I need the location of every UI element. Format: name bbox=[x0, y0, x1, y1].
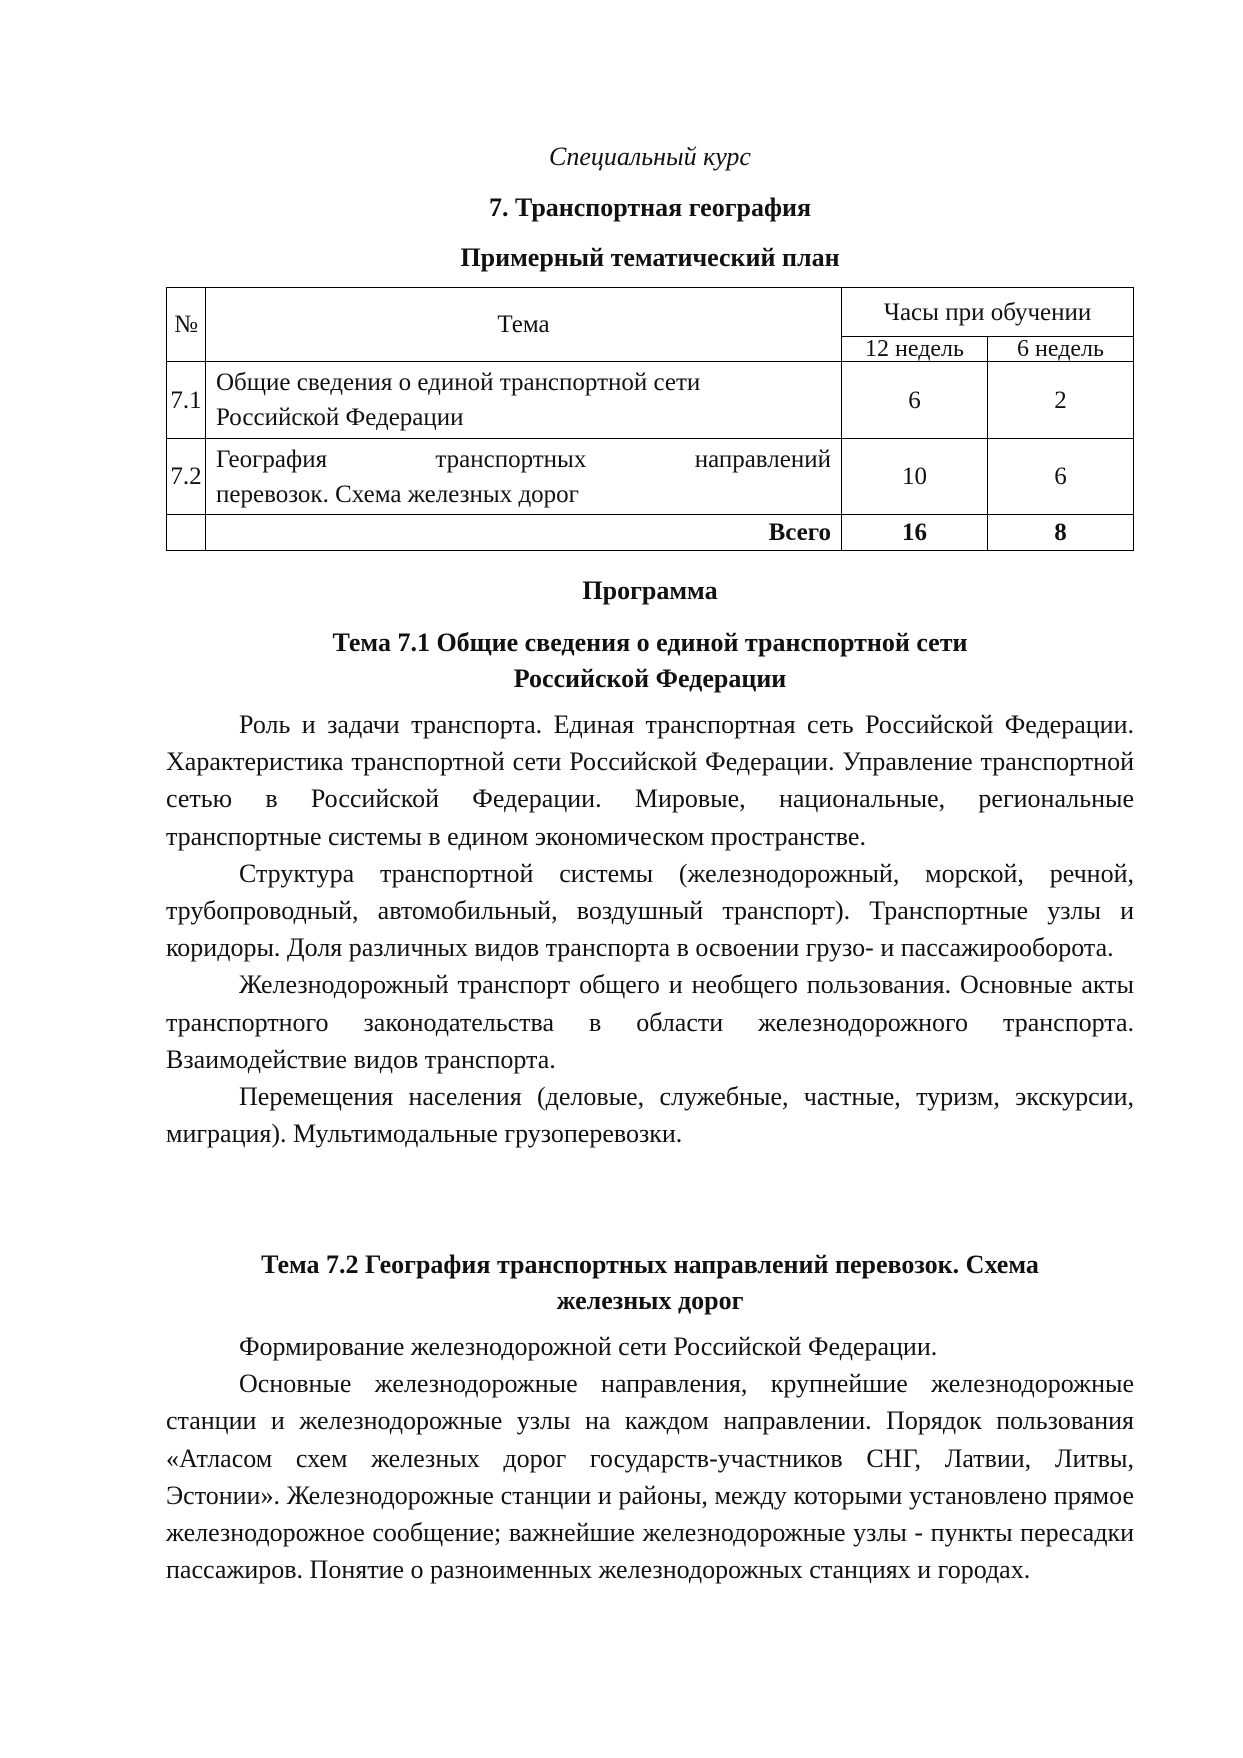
paragraph: Формирование железнодорожной сети Российской Федерации. bbox=[239, 1332, 938, 1361]
topic-word: направлений bbox=[694, 445, 831, 473]
paragraph: Основные железнодорожные направления, крупнейшие железнодорожные станции и железнодорожные узлы на каждом направлении. Порядок пользования «Атласом схем железных дорог государств-участников СНГ, Латвии, Литвы, Эстонии». Железнодорожные станции и районы, между которыми установлено прямое железнодорожное сообщение; важнейшие железнодорожные узлы - пункты пересадки пассажиров. Понятие о разноименных железнодорожных станциях и городах. bbox=[166, 1369, 1134, 1585]
paragraph: Перемещения населения (деловые, служебные, частные, туризм, экскурсии, миграция). Мультимодальные грузоперевозки. bbox=[166, 1082, 1134, 1149]
table-header-row bbox=[167, 288, 1134, 337]
paragraph: Железнодорожный транспорт общего и необщего пользования. Основные акты транспортного законодательства в области железнодорожного транспорта. Взаимодействие видов транспорта. bbox=[166, 970, 1134, 1074]
row-topic bbox=[206, 439, 842, 515]
total-hours-12: 16 bbox=[842, 515, 988, 551]
topic-word: География bbox=[216, 445, 328, 473]
row-topic-line1 bbox=[216, 442, 831, 477]
section-title-7-2 bbox=[166, 1247, 1134, 1319]
row-num: 7.2 bbox=[167, 439, 206, 515]
row-num: 7.1 bbox=[167, 362, 206, 439]
header-hours: Часы при обучении bbox=[842, 288, 1134, 337]
plan-title: Примерный тематический план bbox=[460, 243, 840, 272]
total-num-empty bbox=[167, 515, 206, 551]
paragraph: Роль и задачи транспорта. Единая транспортная сеть Российской Федерации. Характеристика транспортной сети Российской Федерации. Управление транспортной сетью в Российской Федерации. Мировые, национальные, региональные транспортные системы в едином экономическом пространстве. bbox=[166, 710, 1134, 851]
table-total-row bbox=[167, 515, 1134, 551]
table-row bbox=[167, 439, 1134, 515]
section-title-line1: Тема 7.1 Общие сведения о единой транспортной сети bbox=[332, 628, 968, 657]
section-title-line2: железных дорог bbox=[556, 1286, 744, 1315]
row-hours-6: 2 bbox=[988, 362, 1134, 439]
row-hours-6: 6 bbox=[988, 439, 1134, 515]
table-row bbox=[167, 362, 1134, 439]
section-title-line2: Российской Федерации bbox=[513, 664, 787, 693]
row-hours-12: 6 bbox=[842, 362, 988, 439]
header-6-weeks: 6 недель bbox=[988, 337, 1134, 362]
thematic-plan-table bbox=[166, 287, 1134, 551]
row-hours-12: 10 bbox=[842, 439, 988, 515]
topic-word: транспортных bbox=[435, 445, 587, 473]
section-body-7-1 bbox=[166, 706, 1134, 1152]
row-topic-line1: Общие сведения о единой транспортной сети bbox=[216, 369, 701, 396]
header-num: № bbox=[167, 288, 206, 362]
row-topic bbox=[206, 362, 842, 439]
row-topic-line2: перевозок. Схема железных дорог bbox=[216, 480, 579, 508]
section-title-7-1 bbox=[166, 625, 1134, 697]
total-hours-6: 8 bbox=[988, 515, 1134, 551]
program-heading: Программа bbox=[582, 576, 718, 605]
course-title: 7. Транспортная география bbox=[488, 193, 812, 222]
section-body-7-2 bbox=[166, 1328, 1134, 1588]
header-topic: Тема bbox=[206, 288, 842, 362]
paragraph: Структура транспортной системы (железнодорожный, морской, речной, трубопроводный, автомобильный, воздушный транспорт). Транспортные узлы и коридоры. Доля различных видов транспорта в освоении грузо- и пассажирооборота. bbox=[166, 858, 1134, 963]
row-topic-line2: Российской Федерации bbox=[216, 404, 464, 431]
total-label: Всего bbox=[206, 515, 842, 551]
course-type-subtitle: Специальный курс bbox=[549, 142, 751, 171]
header-12-weeks: 12 недель bbox=[842, 337, 988, 362]
section-title-line1: Тема 7.2 География транспортных направлений перевозок. Схема bbox=[261, 1250, 1039, 1279]
